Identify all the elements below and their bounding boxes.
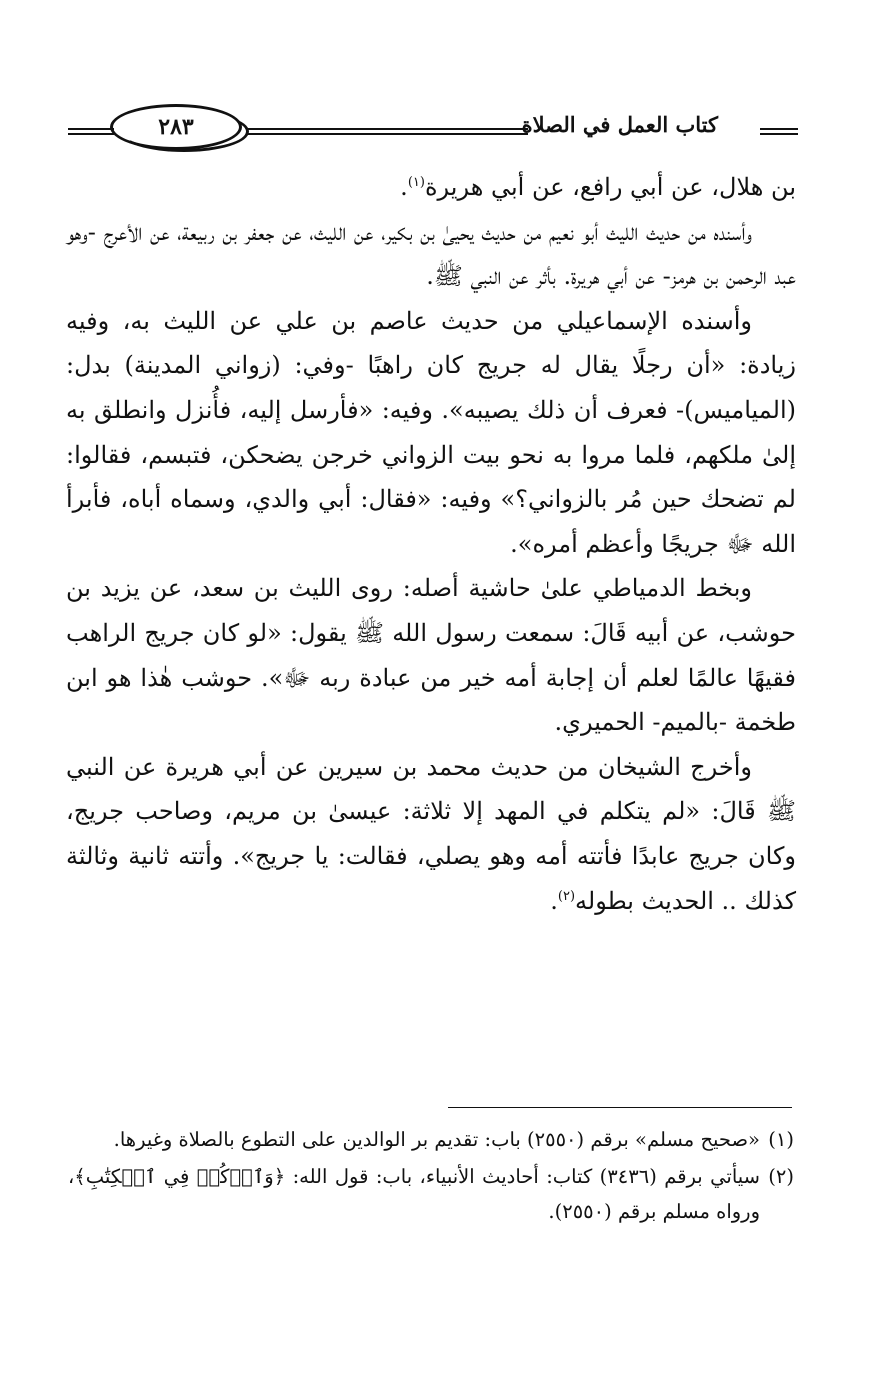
header-rule-right-lower: [760, 133, 798, 135]
header-rule-middle: [246, 128, 528, 130]
footnote-1: [68, 1122, 794, 1157]
paragraph-4: وبخط الدمياطي علىٰ حاشية أصله: روى الليث بن سعد، عن يزيد بن حوشب، عن أبيه قَالَ: سمعت رسول الله ﷺ يقول: «لو كان جريج الراهب فقيهًا عالمًا لعلم أن إجابة أمه خير من عبادة ربه ﷻ». حوشب هٰذا هو ابن طخمة -بالميم- الحميري.: [66, 574, 796, 737]
paragraph-2: وأسنده من حديث الليث أبو نعيم من حديث يحيىٰ بن بكير، عن الليث، عن جعفر بن ربيعة، عن الأعرج -وهو عبد الرحمن بن هرمز- عن أبي هريرة. بأثر عن النبي ﷺ.: [66, 217, 796, 291]
footnote-separator: [448, 1107, 792, 1108]
footnote-2-text: سيأتي برقم (٣٤٣٦) كتاب: أحاديث الأنبياء، باب: قول الله: ﴿وَٱذۡكُرۡ فِي ٱلۡكِتَٰبِ﴾، ورواه مسلم برقم (٢٥٥٠).: [68, 1165, 760, 1223]
paragraph-3: وأسنده الإسماعيلي من حديث عاصم بن علي عن الليث به، وفيه زيادة: «أن رجلًا يقال له جريج كان راهبًا -وفي: (زواني المدينة) بدل: (المياميس)- فعرف أن ذلك يصيبه». وفيه: «فأرسل إليه، فأُنزل وانطلق به إلىٰ ملكهم، فلما مروا به نحو بيت الزواني خرجن يضحكن، فتبسم، فقالوا: لم تضحك حين مُر بالزواني؟» وفيه: «فقال: أبي والدي، وسماه أباه، فأبرأ الله ﷻ جريجًا وأعظم أمره».: [66, 306, 796, 558]
footnote-ref-2: (٢): [557, 888, 576, 904]
footnote-2-number: (٢): [768, 1165, 794, 1188]
paragraph-1: [66, 165, 796, 210]
paragraph-5: [66, 745, 796, 923]
footnote-1-text: «صحيح مسلم» برقم (٢٥٥٠) باب: تقديم بر الوالدين على التطوع بالصلاة وغيرها.: [113, 1128, 760, 1151]
header-rule-left-lower: [68, 133, 114, 135]
paragraph-1-text: بن هلال، عن أبي رافع، عن أبي هريرة: [424, 173, 796, 201]
paragraph-1-end: .: [400, 173, 408, 201]
header-rule-middle-lower: [246, 133, 528, 135]
paragraph-5-end: .: [550, 886, 558, 915]
footnote-2: [68, 1159, 794, 1229]
header-rule-right: [760, 128, 798, 130]
page-header: [68, 98, 798, 158]
footnotes: [68, 1122, 794, 1231]
page-number: ٢٨٣: [158, 114, 194, 140]
footnote-ref-1: (١): [407, 175, 425, 190]
main-text: [66, 165, 796, 923]
chapter-title: كتاب العمل في الصلاة: [521, 112, 718, 137]
paragraph-5-text: وأخرج الشيخان من حديث محمد بن سيرين عن أبي هريرة عن النبي ﷺ قَالَ: «لم يتكلم في المهد إلا ثلاثة: عيسىٰ بن مريم، وصاحب جريج، وكان جريج عابدًا فأتته أمه وهو يصلي، فقالت: يا جريج». وأتته ثانية وثالثة كذلك .. الحديث بطوله: [66, 752, 796, 915]
footnote-1-number: (١): [768, 1128, 794, 1151]
page-number-badge: [110, 104, 242, 150]
header-rule-left: [68, 128, 114, 130]
